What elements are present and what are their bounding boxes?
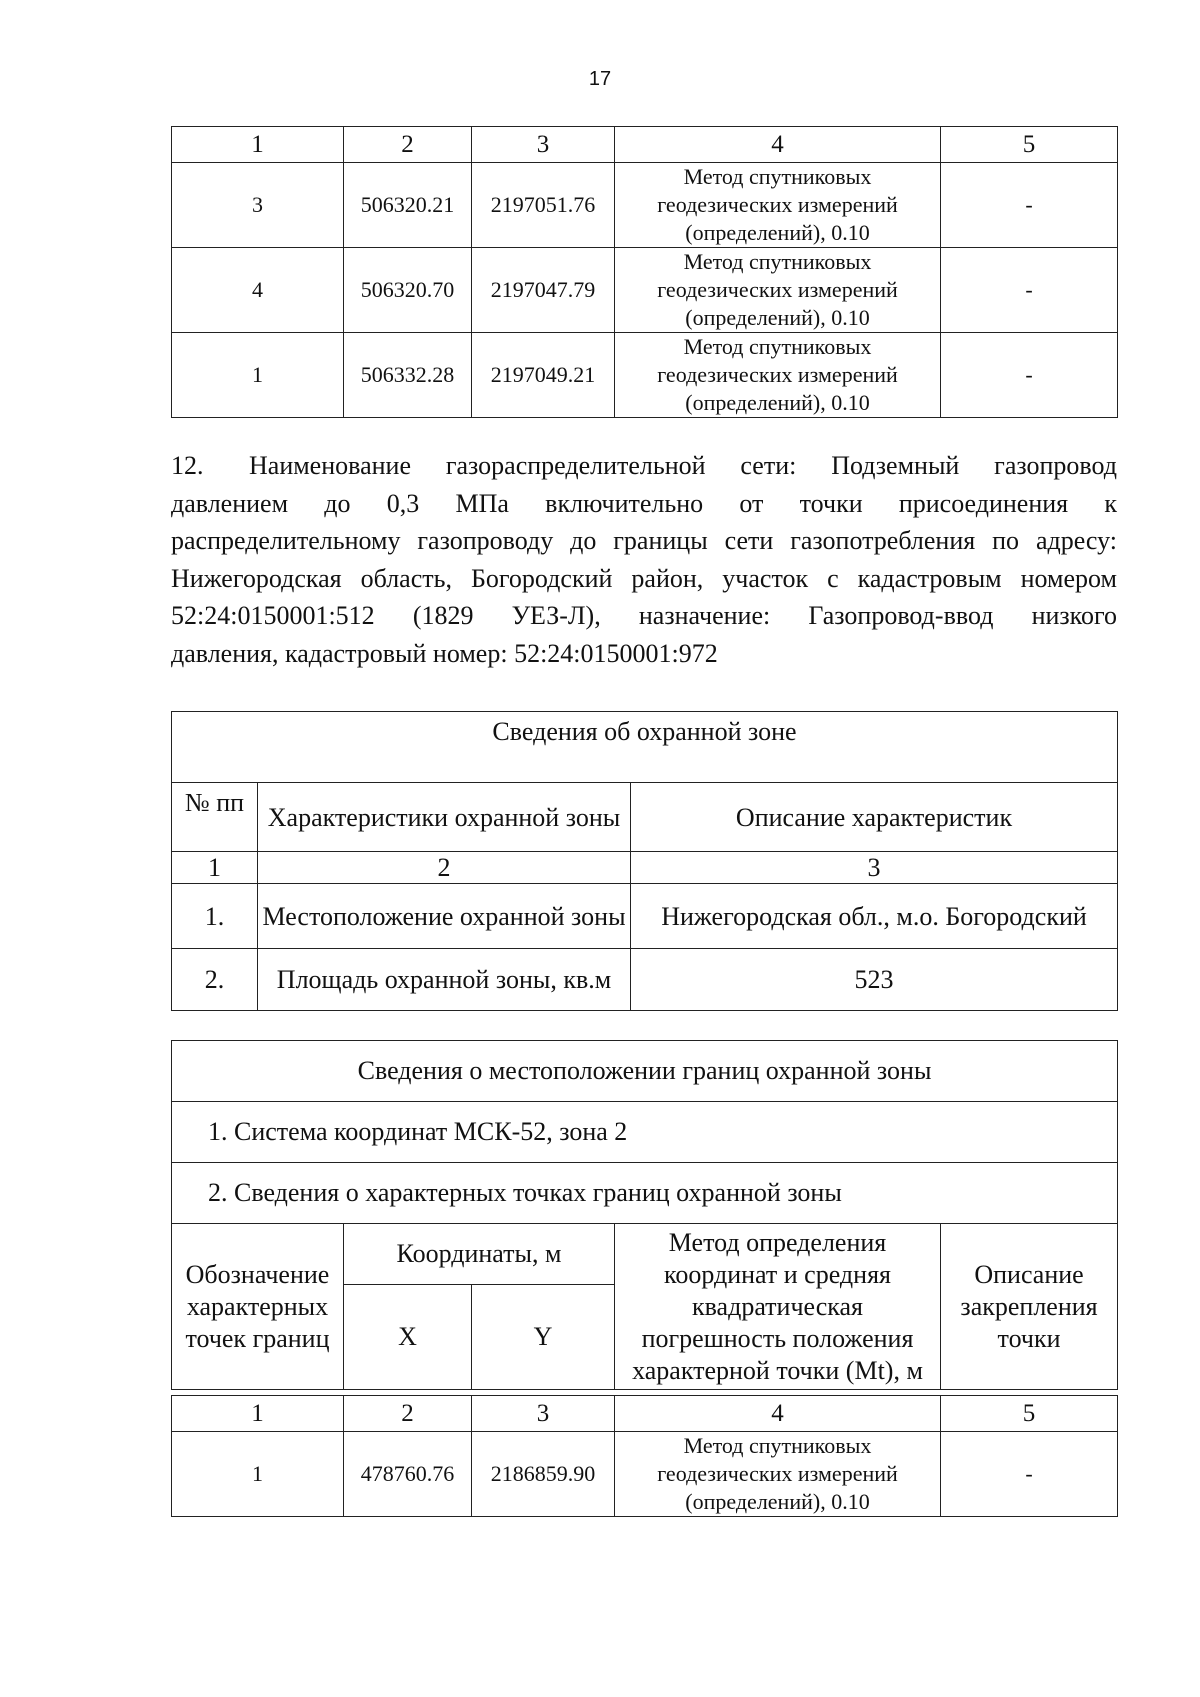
- fixing-desc: -: [941, 1432, 1118, 1517]
- paragraph-line: распределительному газопроводу до границы сети газопотребления по адресу:: [171, 526, 1117, 555]
- column-number: 1: [172, 1396, 344, 1432]
- column-number: 4: [615, 127, 941, 163]
- point-id: 4: [172, 248, 344, 333]
- method-line: (определений), 0.10: [685, 390, 870, 415]
- protection-zone-table: [171, 711, 1118, 1011]
- characteristic-name: Площадь охранной зоны, кв.м: [258, 949, 631, 1011]
- column-number: 2: [258, 852, 631, 884]
- method-line: (определений), 0.10: [685, 220, 870, 245]
- fixing-desc: -: [941, 333, 1118, 418]
- point-id: 1: [172, 1432, 344, 1517]
- coordinate-system: 1. Система координат МСК-52, зона 2: [172, 1102, 1118, 1163]
- coord-x: 506332.28: [344, 333, 472, 418]
- table-row: [172, 163, 1118, 248]
- characteristic-value: 523: [631, 949, 1118, 1011]
- table-title-row: [172, 712, 1118, 783]
- method-line: геодезических измерений: [657, 362, 898, 387]
- x-header: X: [344, 1285, 472, 1390]
- table-header-row: [172, 1224, 1118, 1285]
- paragraph-text: Наименование газораспределительной сети: Подземный газопровод: [249, 451, 1117, 480]
- coord-y: 2197049.21: [472, 333, 615, 418]
- paragraph-line: давления, кадастровый номер: 52:24:0150001:972: [171, 638, 718, 668]
- table-row: [172, 1432, 1118, 1517]
- points-info-row: [172, 1163, 1118, 1224]
- coords-header: Координаты, м: [344, 1224, 615, 1285]
- column-number: 5: [941, 127, 1118, 163]
- column-number: 3: [472, 127, 615, 163]
- boundary-location-table: [171, 1040, 1118, 1390]
- column-number: 2: [344, 127, 472, 163]
- method-line: (определений), 0.10: [685, 1489, 870, 1514]
- column-number: 1: [172, 852, 258, 884]
- coord-x: 478760.76: [344, 1432, 472, 1517]
- points-info: 2. Сведения о характерных точках границ охранной зоны: [172, 1163, 1118, 1224]
- designation-header: Обозначение характерных точек границ: [172, 1224, 344, 1390]
- point-id: 1: [172, 333, 344, 418]
- coord-x: 506320.70: [344, 248, 472, 333]
- coord-x: 506320.21: [344, 163, 472, 248]
- table-row: [172, 884, 1118, 949]
- column-header: № пп: [172, 783, 258, 852]
- paragraph-number: 12.: [171, 451, 204, 480]
- column-number: 3: [472, 1396, 615, 1432]
- method-line: Метод спутниковых: [683, 1433, 872, 1458]
- paragraph-line: Нижегородская область, Богородский район, участок с кадастровым номером: [171, 563, 1117, 593]
- method-cell: [615, 333, 941, 418]
- method-line: Метод спутниковых: [683, 249, 872, 274]
- characteristic-value: Нижегородская обл., м.о. Богородский: [631, 884, 1118, 949]
- method-cell: [615, 248, 941, 333]
- coord-y: 2197051.76: [472, 163, 615, 248]
- table-header-row: [172, 1396, 1118, 1432]
- network-description-paragraph: [171, 447, 1117, 672]
- paragraph-line: 52:24:0150001:512 (1829 УЕЗ-Л), назначение: Газопровод-ввод низкого: [171, 601, 1117, 630]
- table-header-row: [172, 127, 1118, 163]
- table-title: Сведения о местоположении границ охранной зоны: [172, 1041, 1118, 1102]
- coord-y: 2186859.90: [472, 1432, 615, 1517]
- method-line: геодезических измерений: [657, 1461, 898, 1486]
- table-number-row: [172, 852, 1118, 884]
- table-header-row: [172, 783, 1118, 852]
- page-number: 17: [588, 68, 612, 90]
- column-header: Описание характеристик: [631, 783, 1118, 852]
- table-title: Сведения об охранной зоне: [172, 712, 1118, 783]
- column-number: 5: [941, 1396, 1118, 1432]
- fixing-desc: -: [941, 163, 1118, 248]
- method-line: Метод спутниковых: [683, 334, 872, 359]
- method-cell: [615, 1432, 941, 1517]
- method-line: геодезических измерений: [657, 277, 898, 302]
- paragraph-line: [171, 447, 1117, 485]
- row-number: 1.: [172, 884, 258, 949]
- y-header: Y: [472, 1285, 615, 1390]
- point-id: 3: [172, 163, 344, 248]
- column-number: 3: [631, 852, 1118, 884]
- coordinates-table-continued: [171, 126, 1118, 418]
- fixing-desc: -: [941, 248, 1118, 333]
- column-number: 1: [172, 127, 344, 163]
- table-row: [172, 949, 1118, 1011]
- column-header: Характеристики охранной зоны: [258, 783, 631, 852]
- table-row: [172, 248, 1118, 333]
- table-title-row: [172, 1041, 1118, 1102]
- method-line: Метод спутниковых: [683, 164, 872, 189]
- coordinate-system-row: [172, 1102, 1118, 1163]
- column-number: 4: [615, 1396, 941, 1432]
- method-cell: [615, 163, 941, 248]
- method-header: Метод определения координат и средняя квадратическая погрешность положения характерной точки (Mt), м: [615, 1224, 941, 1390]
- boundary-points-table: [171, 1395, 1118, 1517]
- row-number: 2.: [172, 949, 258, 1011]
- method-line: (определений), 0.10: [685, 305, 870, 330]
- column-number: 2: [344, 1396, 472, 1432]
- characteristic-name: Местоположение охранной зоны: [258, 884, 631, 949]
- coord-y: 2197047.79: [472, 248, 615, 333]
- fixing-header: Описание закрепления точки: [941, 1224, 1118, 1390]
- method-line: геодезических измерений: [657, 192, 898, 217]
- paragraph-line: давлением до 0,3 МПа включительно от точки присоединения к: [171, 488, 1117, 518]
- table-row: [172, 333, 1118, 418]
